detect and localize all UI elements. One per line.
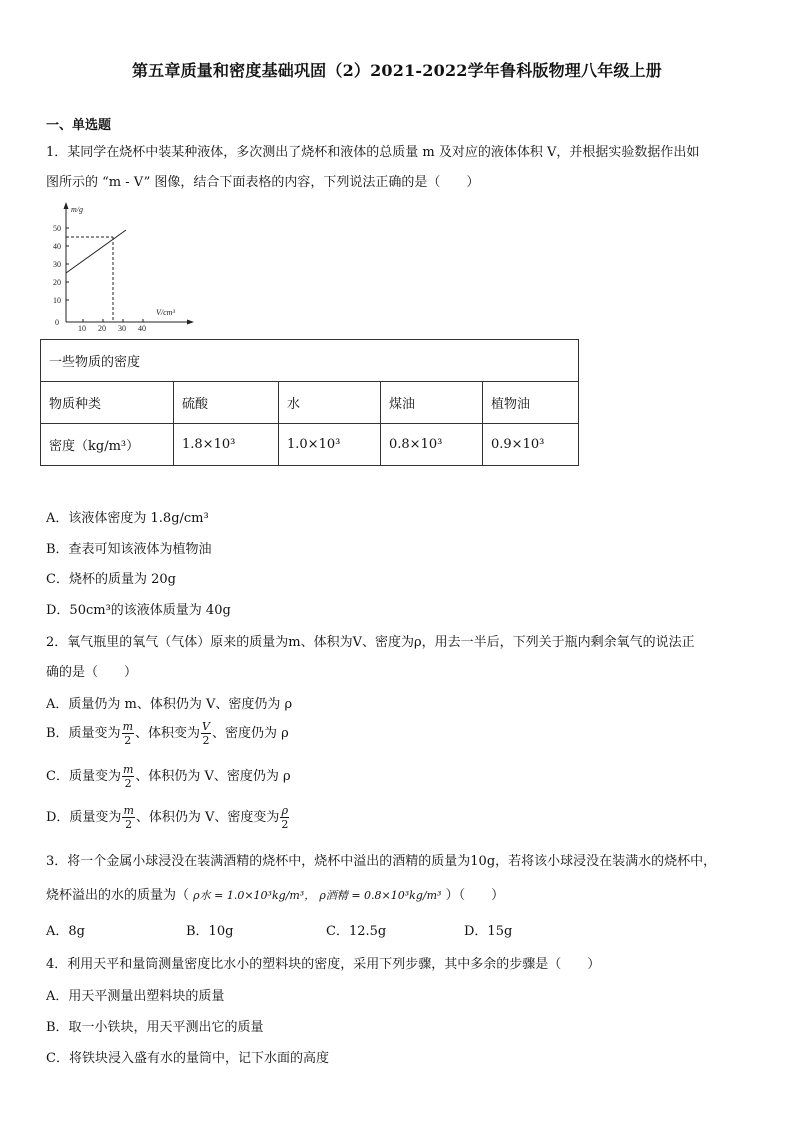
q1-option-a: A．该液体密度为 1.8g/cm³ [46,511,209,526]
table-cell: 0.9×10³ [483,424,579,466]
table-cell: 1.8×10³ [174,424,279,466]
x-tick-30: 30 [118,324,126,333]
q3-options-row [46,920,512,939]
density-table [40,339,579,466]
data-line [66,230,126,273]
q4-option-a: A．用天平测量出塑料块的质量 [46,989,225,1004]
q2-option-a: A．质量仍为 m、体积仍为 V、密度仍为 ρ [46,697,293,712]
q3-option-d: D．15g [464,924,513,939]
y-tick-40: 40 [53,242,61,251]
table-cell: 1.0×10³ [279,424,381,466]
q2-stem-line2: 确的是（ ） [46,665,138,680]
table-header-cell: 植物油 [483,382,579,424]
q1-option-d: D．50cm³的该液体质量为 40g [46,603,231,618]
q3-stem-line1: 3．将一个金属小球浸没在装满酒精的烧杯中，烧杯中溢出的酒精的质量为10g，若将该小球浸没在装满水的烧杯中， [46,854,717,869]
table-caption: 一些物质的密度 [41,340,579,382]
q2-stem-line1: 2．氧气瓶里的氧气（气体）原来的质量为m、体积为V、密度为ρ，用去一半后，下列关于瓶内剩余氧气的说法正 [46,635,695,650]
fraction-m-over-2: $\frac{m}{2}$ [122,763,134,790]
q1-option-b: B．查表可知该液体为植物油 [46,542,212,557]
density-alcohol-formula: ρ酒精 = 0.8×10³kg/m³ [319,889,442,902]
x-tick-20: 20 [98,324,106,333]
y-tick-30: 30 [53,260,61,269]
origin-label: 0 [55,318,59,327]
document-title: 第五章质量和密度基础巩固（2）2021-2022学年鲁科版物理八年级上册 [131,61,663,80]
table-cell: 0.8×10³ [381,424,483,466]
q3-option-a: A．8g [46,924,85,939]
y-tick-10: 10 [53,296,61,305]
density-water-formula: ρ水 = 1.0×10³kg/m³， [193,889,316,902]
q1-stem-line1: 1．某同学在烧杯中装某种液体，多次测出了烧杯和液体的总质量 m 及对应的液体体积 V，并根据实验数据作出如 [46,145,700,160]
table-header-cell: 物质种类 [41,382,174,424]
x-tick-40: 40 [138,324,146,333]
q3-stem-line2: 烧杯溢出的水的质量为（ ρ水 = 1.0×10³kg/m³， ρ酒精 = 0.8×10³kg/m³ ）（ ） [46,888,505,903]
q1-option-c: C．烧杯的质量为 20g [46,572,176,587]
q2-option-c: C．质量变为 $\frac{m}{2}$ 、体积仍为 V、密度仍为 ρ [46,763,291,790]
x-axis-arrow [187,320,194,325]
x-tick-10: 10 [78,324,86,333]
q3-option-c: C．12.5g [326,924,387,939]
y-axis-label: m/g [71,205,83,214]
q1-stem-line2: 图所示的 “m - V” 图像，结合下面表格的内容，下列说法正确的是（ ） [46,175,480,190]
q2-option-b: B．质量变为 $\frac{m}{2}$ 、体积变为 $\frac{V}{2}$ 、密度仍为 ρ [46,720,289,747]
table-header-row [41,382,579,424]
x-axis-label: V/cm³ [156,308,175,317]
fraction-rho-over-2: $\frac{\rho}{2}$ [281,804,289,831]
table-row-label: 密度（kg/m³） [41,424,174,466]
y-tick-50: 50 [53,224,61,233]
q4-stem: 4．利用天平和量筒测量密度比水小的塑料块的密度，采用下列步骤，其中多余的步骤是（ ） [46,957,601,972]
y-axis-arrow [64,202,69,209]
q2-option-d: D．质量变为 $\frac{m}{2}$ 、体积仍为 V、密度变为 $\frac{\rho}{2}$ [46,804,289,831]
fraction-m-over-2: $\frac{m}{2}$ [123,804,134,831]
q3-option-b: B．10g [186,924,234,939]
table-header-cell: 水 [279,382,381,424]
y-tick-20: 20 [53,278,61,287]
q4-option-c: C．将铁块浸入盛有水的量筒中，记下水面的高度 [46,1051,329,1066]
q4-option-b: B．取一小铁块，用天平测出它的质量 [46,1020,264,1035]
fraction-v-over-2: $\frac{V}{2}$ [202,720,210,747]
fraction-m-over-2: $\frac{m}{2}$ [122,720,133,747]
table-header-cell: 煤油 [381,382,483,424]
section-heading: 一、单选题 [46,118,112,133]
table-row [41,424,579,466]
m-v-graph [40,198,200,333]
table-header-cell: 硫酸 [174,382,279,424]
